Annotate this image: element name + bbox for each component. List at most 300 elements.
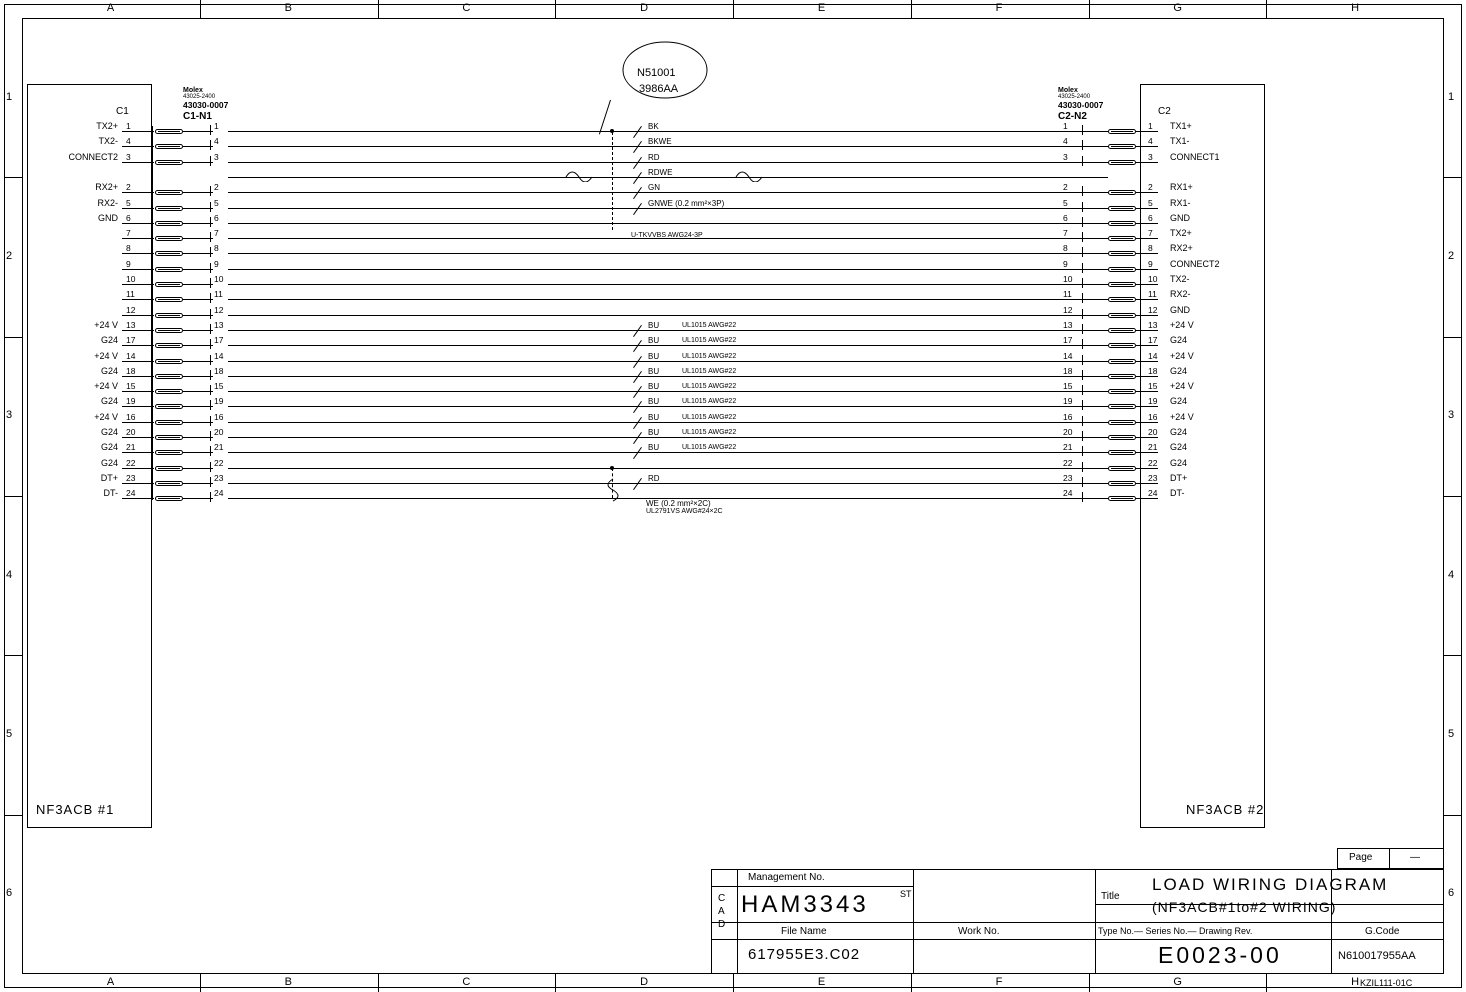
- left-pin-tick: [210, 400, 211, 410]
- right-signal-label: +24 V: [1170, 320, 1194, 330]
- left-wire-pin-number: 1: [214, 121, 219, 131]
- right-pin-tick: [1082, 278, 1083, 288]
- right-pin-number: 6: [1148, 213, 1153, 223]
- right-crimp-terminal: [1108, 343, 1136, 348]
- left-pin-number: 22: [126, 458, 136, 468]
- left-crimp-lead: [183, 452, 213, 453]
- left-pin-tick: [210, 309, 211, 319]
- left-crimp-lead: [183, 238, 213, 239]
- right-signal-label: RX1-: [1170, 198, 1191, 208]
- cad-label-c: C: [718, 893, 726, 904]
- left-pin-number: 21: [126, 442, 136, 452]
- left-crimp-lead: [183, 406, 213, 407]
- right-crimp-terminal: [1108, 282, 1136, 287]
- wire-line: [228, 177, 1108, 178]
- zone-label-col-E: E: [817, 976, 826, 988]
- right-crimp-terminal: [1108, 496, 1136, 501]
- left-crimp-lead: [183, 330, 213, 331]
- right-pin-number: 15: [1148, 381, 1158, 391]
- zone-tick: [733, 0, 734, 18]
- left-crimp-terminal: [155, 466, 183, 471]
- right-signal-label: DT+: [1170, 473, 1188, 483]
- right-pin-number: 24: [1148, 488, 1158, 498]
- left-wire-pin-number: 7: [214, 228, 219, 238]
- left-wire-pin-number: 18: [214, 366, 224, 376]
- wire-color-label: BU: [648, 321, 660, 330]
- left-signal-label: DT+: [100, 473, 118, 483]
- left-wire-pin-number: 13: [214, 320, 224, 330]
- zone-label-row-4: 4: [1448, 568, 1455, 581]
- right-molex-part1: 43025-2400: [1058, 94, 1091, 100]
- zone-tick: [555, 0, 556, 18]
- lan-cable-note: U-TKVVBS AWG24-3P: [631, 232, 703, 239]
- right-crimp-terminal: [1108, 267, 1136, 272]
- left-pin-tick: [210, 355, 211, 365]
- left-signal-label: DT-: [103, 488, 118, 498]
- wire-line: [228, 345, 1108, 346]
- zone-label-col-D: D: [640, 2, 649, 14]
- right-crimp-terminal: [1108, 435, 1136, 440]
- junction-dot-1: [610, 129, 614, 133]
- left-pin-number: 15: [126, 381, 136, 391]
- left-wire-pin-number: 9: [214, 259, 219, 269]
- right-device-label: NF3ACB #2: [1186, 802, 1265, 817]
- right-pin-lead: [1136, 131, 1158, 132]
- management-no-label: Management No.: [748, 872, 825, 883]
- right-pin-lead: [1136, 391, 1158, 392]
- left-pin-tick: [210, 446, 211, 456]
- right-pin-lead: [1136, 406, 1158, 407]
- zone-tick: [200, 974, 201, 992]
- right-crimp-terminal: [1108, 144, 1136, 149]
- left-crimp-terminal: [155, 343, 183, 348]
- tb-h3: [711, 939, 1444, 940]
- left-wire-pin-number: 17: [214, 335, 224, 345]
- right-connector-rail: [1140, 126, 1141, 500]
- right-signal-label: +24 V: [1170, 412, 1194, 422]
- wire-spec-label: UL1015 AWG#22: [682, 322, 737, 329]
- right-pin-tick: [1082, 186, 1083, 196]
- zone-tick: [911, 974, 912, 992]
- left-wire-pin-number: 3: [214, 152, 219, 162]
- wire-color-label: BKWE: [648, 137, 672, 146]
- right-signal-label: +24 V: [1170, 351, 1194, 361]
- right-wire-pin-number: 15: [1063, 381, 1073, 391]
- right-wire-pin-number: 24: [1063, 488, 1073, 498]
- right-pin-tick: [1082, 125, 1083, 135]
- left-crimp-terminal: [155, 481, 183, 486]
- right-pin-lead: [1136, 284, 1158, 285]
- right-pin-number: 18: [1148, 366, 1158, 376]
- left-device-block: [27, 84, 152, 828]
- zone-tick: [555, 974, 556, 992]
- zone-tick: [1444, 177, 1462, 178]
- left-signal-label: G24: [100, 427, 118, 437]
- zone-label-col-G: G: [1173, 2, 1182, 14]
- zone-label-row-5: 5: [1448, 728, 1455, 740]
- left-molex-part2: 43030-0007: [183, 100, 229, 110]
- right-pin-tick: [1082, 140, 1083, 150]
- right-pin-number: 16: [1148, 412, 1158, 422]
- right-pin-number: 10: [1148, 274, 1158, 284]
- zone-tick: [1444, 815, 1462, 816]
- left-wire-pin-number: 8: [214, 243, 219, 253]
- zone-label-row-6: 6: [6, 887, 13, 900]
- left-pin-number: 8: [126, 243, 131, 253]
- right-pin-lead: [1136, 146, 1158, 147]
- left-pin-lead: [122, 223, 154, 224]
- left-pin-number: 12: [126, 305, 136, 315]
- zone-tick: [1444, 655, 1462, 656]
- right-pin-tick: [1082, 247, 1083, 257]
- right-pin-lead: [1136, 498, 1158, 499]
- right-wire-pin-number: 23: [1063, 473, 1073, 483]
- wire-line: [228, 146, 1108, 147]
- left-crimp-terminal: [155, 267, 183, 272]
- wire-line: [228, 162, 1108, 163]
- left-signal-label: +24 V: [94, 320, 118, 330]
- lan-cable-bundle-left: [612, 132, 613, 230]
- left-crimp-lead: [183, 483, 213, 484]
- zone-tick: [378, 0, 379, 18]
- work-no-label: Work No.: [958, 926, 1000, 937]
- left-signal-label: CONNECT2: [68, 152, 118, 162]
- right-pin-lead: [1136, 299, 1158, 300]
- right-wire-pin-number: 3: [1063, 152, 1068, 162]
- wire-color-label: RD: [648, 474, 660, 483]
- zone-label-col-A: A: [106, 976, 115, 988]
- left-wire-pin-number: 15: [214, 381, 224, 391]
- wire-line: [228, 468, 1108, 469]
- left-pin-lead: [122, 468, 154, 469]
- left-molex-part1: 43025-2400: [183, 94, 216, 100]
- left-pin-number: 20: [126, 427, 136, 437]
- left-pin-lead: [122, 452, 154, 453]
- left-crimp-terminal: [155, 420, 183, 425]
- right-wire-pin-number: 21: [1063, 442, 1073, 452]
- right-pin-tick: [1082, 263, 1083, 273]
- cad-label-a: A: [718, 906, 725, 917]
- wire-spec-label: UL1015 AWG#22: [682, 368, 737, 375]
- right-pin-number: 20: [1148, 427, 1158, 437]
- right-pin-tick: [1082, 324, 1083, 334]
- left-pin-lead: [122, 192, 154, 193]
- left-crimp-terminal: [155, 297, 183, 302]
- right-wire-pin-number: 14: [1063, 351, 1073, 361]
- right-pin-lead: [1136, 452, 1158, 453]
- right-signal-label: RX1+: [1170, 182, 1193, 192]
- right-pin-tick: [1082, 156, 1083, 166]
- zone-tick: [911, 0, 912, 18]
- left-pin-number: 2: [126, 182, 131, 192]
- wire-spec-label: UL1015 AWG#22: [682, 444, 737, 451]
- left-pin-lead: [122, 208, 154, 209]
- balloon-line2: 3986AA: [639, 83, 679, 95]
- zone-tick: [1266, 0, 1267, 18]
- wire-color-label: BU: [648, 367, 660, 376]
- wire-line: [228, 284, 1108, 285]
- left-wire-pin-number: 24: [214, 488, 224, 498]
- wire-spec-label: UL1015 AWG#22: [682, 383, 737, 390]
- right-crimp-terminal: [1108, 466, 1136, 471]
- left-wire-pin-number: 6: [214, 213, 219, 223]
- right-crimp-terminal: [1108, 481, 1136, 486]
- right-pin-number: 14: [1148, 351, 1158, 361]
- zone-label-col-F: F: [995, 2, 1003, 14]
- left-crimp-lead: [183, 269, 213, 270]
- zone-tick: [4, 655, 22, 656]
- right-pin-number: 22: [1148, 458, 1158, 468]
- left-crimp-lead: [183, 437, 213, 438]
- left-pin-lead: [122, 483, 154, 484]
- left-pin-number: 19: [126, 396, 136, 406]
- left-pin-tick: [210, 492, 211, 502]
- left-crimp-terminal: [155, 313, 183, 318]
- right-wire-pin-number: 13: [1063, 320, 1073, 330]
- left-pin-lead: [122, 376, 154, 377]
- right-signal-label: TX2+: [1170, 228, 1192, 238]
- wire-color-label: BU: [648, 428, 660, 437]
- left-pin-lead: [122, 391, 154, 392]
- left-crimp-terminal: [155, 129, 183, 134]
- right-signal-label: DT-: [1170, 488, 1185, 498]
- left-crimp-terminal: [155, 450, 183, 455]
- left-crimp-terminal: [155, 404, 183, 409]
- zone-label-col-H: H: [1351, 2, 1360, 14]
- left-crimp-terminal: [155, 206, 183, 211]
- wire-color-label: RD: [648, 153, 660, 162]
- left-connector-name: C1-N1: [183, 111, 212, 122]
- wire-line: [228, 406, 1108, 407]
- left-crimp-terminal: [155, 144, 183, 149]
- left-signal-label: RX2-: [97, 198, 118, 208]
- wire-line: [228, 299, 1108, 300]
- left-pin-tick: [210, 324, 211, 334]
- left-pin-tick: [210, 293, 211, 303]
- right-crimp-terminal: [1108, 297, 1136, 302]
- left-pin-number: 4: [126, 136, 131, 146]
- wire-color-label: BU: [648, 336, 660, 345]
- right-pin-number: 21: [1148, 442, 1158, 452]
- left-crimp-lead: [183, 131, 213, 132]
- right-pin-number: 2: [1148, 182, 1153, 192]
- management-no-value: HAM3343: [741, 891, 869, 918]
- left-crimp-terminal: [155, 389, 183, 394]
- right-signal-label: G24: [1170, 335, 1188, 345]
- right-pin-lead: [1136, 162, 1158, 163]
- right-wire-pin-number: 22: [1063, 458, 1073, 468]
- right-pin-lead: [1136, 253, 1158, 254]
- twist-symbol-right: [735, 168, 765, 182]
- left-molex-brand: Molex: [183, 87, 203, 94]
- right-pin-lead: [1136, 468, 1158, 469]
- wire-color-label: BU: [648, 443, 660, 452]
- right-signal-label: G24: [1170, 366, 1188, 376]
- right-signal-label: G24: [1170, 396, 1188, 406]
- right-signal-label: GND: [1170, 213, 1190, 223]
- left-crimp-lead: [183, 253, 213, 254]
- left-crimp-lead: [183, 361, 213, 362]
- right-crimp-terminal: [1108, 389, 1136, 394]
- left-crimp-lead: [183, 376, 213, 377]
- left-crimp-terminal: [155, 251, 183, 256]
- zone-tick: [378, 974, 379, 992]
- right-signal-label: TX1+: [1170, 121, 1192, 131]
- left-pin-lead: [122, 345, 154, 346]
- right-pin-number: 12: [1148, 305, 1158, 315]
- left-signal-label: GND: [98, 213, 118, 223]
- wire-line: [228, 192, 1108, 193]
- left-wire-pin-number: 5: [214, 198, 219, 208]
- page-box-divider: [1389, 848, 1390, 869]
- left-pin-number: 7: [126, 228, 131, 238]
- right-signal-label: RX2-: [1170, 289, 1191, 299]
- wire-line: [228, 452, 1108, 453]
- wire-color-label: BK: [648, 122, 659, 131]
- zone-tick: [1444, 496, 1462, 497]
- left-crimp-terminal: [155, 221, 183, 226]
- right-wire-pin-number: 6: [1063, 213, 1068, 223]
- left-pin-number: 18: [126, 366, 136, 376]
- right-pin-lead: [1136, 208, 1158, 209]
- wire-spec-label: UL1015 AWG#22: [682, 429, 737, 436]
- left-crimp-terminal: [155, 496, 183, 501]
- wire-spec-label: UL1015 AWG#22: [682, 353, 737, 360]
- right-pin-lead: [1136, 376, 1158, 377]
- left-pin-tick: [210, 462, 211, 472]
- left-pin-tick: [210, 156, 211, 166]
- left-wire-pin-number: 23: [214, 473, 224, 483]
- left-pin-tick: [210, 247, 211, 257]
- right-crimp-terminal: [1108, 374, 1136, 379]
- right-crimp-terminal: [1108, 328, 1136, 333]
- wire-color-label: RDWE: [648, 168, 673, 177]
- left-crimp-lead: [183, 422, 213, 423]
- zone-label-col-C: C: [462, 2, 471, 14]
- wire-color-label: BU: [648, 382, 660, 391]
- left-crimp-lead: [183, 223, 213, 224]
- left-crimp-lead: [183, 162, 213, 163]
- left-device-label: NF3ACB #1: [36, 802, 115, 817]
- left-pin-lead: [122, 269, 154, 270]
- right-wire-pin-number: 5: [1063, 198, 1068, 208]
- right-pin-number: 13: [1148, 320, 1158, 330]
- left-pin-tick: [210, 370, 211, 380]
- left-crimp-terminal: [155, 328, 183, 333]
- right-pin-lead: [1136, 361, 1158, 362]
- left-pin-tick: [210, 140, 211, 150]
- left-pin-number: 23: [126, 473, 136, 483]
- left-crimp-lead: [183, 299, 213, 300]
- left-pin-lead: [122, 406, 154, 407]
- left-signal-label: +24 V: [94, 412, 118, 422]
- dt-cable-spec: UL2791VS AWG#24×2C: [646, 508, 723, 515]
- page-label: Page: [1349, 852, 1373, 863]
- left-wire-pin-number: 11: [214, 289, 223, 299]
- zone-label-row-1: 1: [6, 90, 13, 103]
- left-pin-number: 10: [126, 274, 136, 284]
- left-crimp-lead: [183, 315, 213, 316]
- right-molex-part2: 43030-0007: [1058, 100, 1104, 110]
- right-pin-number: 19: [1148, 396, 1158, 406]
- left-crimp-lead: [183, 468, 213, 469]
- right-crimp-terminal: [1108, 221, 1136, 226]
- wire-color-label: BU: [648, 397, 660, 406]
- right-pin-lead: [1136, 483, 1158, 484]
- zone-label-col-G: G: [1173, 976, 1182, 988]
- left-pin-number: 11: [126, 289, 135, 299]
- left-wire-pin-number: 22: [214, 458, 224, 468]
- zone-label-row-1: 1: [1448, 90, 1455, 103]
- left-signal-label: RX2+: [95, 182, 118, 192]
- left-crimp-lead: [183, 284, 213, 285]
- sheet-bottom-code: KZIL111-01C: [1360, 978, 1413, 988]
- left-pin-lead: [122, 498, 154, 499]
- right-crimp-terminal: [1108, 160, 1136, 165]
- right-pin-tick: [1082, 217, 1083, 227]
- left-pin-number: 5: [126, 198, 131, 208]
- right-pin-lead: [1136, 345, 1158, 346]
- cad-label-d: D: [718, 919, 726, 930]
- right-signal-label: G24: [1170, 458, 1188, 468]
- left-signal-label: +24 V: [94, 381, 118, 391]
- right-wire-pin-number: 20: [1063, 427, 1073, 437]
- left-crimp-lead: [183, 345, 213, 346]
- zone-label-col-F: F: [995, 976, 1003, 988]
- zone-label-col-B: B: [284, 976, 292, 988]
- right-pin-number: 7: [1148, 228, 1153, 238]
- left-wire-pin-number: 21: [214, 442, 224, 452]
- zone-label-col-D: D: [640, 976, 649, 988]
- right-crimp-terminal: [1108, 129, 1136, 134]
- wire-line: [228, 131, 1108, 132]
- right-device-block: [1140, 84, 1265, 828]
- left-signal-label: TX2-: [98, 136, 118, 146]
- left-pin-number: 24: [126, 488, 136, 498]
- zone-label-col-E: E: [817, 2, 826, 14]
- wire-color-label: BU: [648, 352, 660, 361]
- right-signal-label: CONNECT2: [1170, 259, 1220, 269]
- zone-label-row-6: 6: [1448, 887, 1455, 900]
- right-crimp-terminal: [1108, 206, 1136, 211]
- right-pin-lead: [1136, 422, 1158, 423]
- zone-tick: [1444, 337, 1462, 338]
- balloon-line1: N51001: [637, 67, 676, 79]
- right-pin-tick: [1082, 355, 1083, 365]
- right-connector-tag: C2: [1158, 106, 1171, 117]
- right-pin-lead: [1136, 269, 1158, 270]
- left-crimp-terminal: [155, 236, 183, 241]
- left-signal-label: G24: [100, 458, 118, 468]
- left-pin-lead: [122, 131, 154, 132]
- type-value: E0023-00: [1158, 942, 1282, 968]
- right-pin-number: 11: [1148, 289, 1157, 299]
- right-crimp-terminal: [1108, 251, 1136, 256]
- left-signal-label: G24: [100, 366, 118, 376]
- right-pin-tick: [1082, 339, 1083, 349]
- right-pin-tick: [1082, 400, 1083, 410]
- right-pin-lead: [1136, 192, 1158, 193]
- right-wire-pin-number: 18: [1063, 366, 1073, 376]
- left-pin-lead: [122, 361, 154, 362]
- zone-label-row-2: 2: [1448, 250, 1455, 262]
- right-pin-tick: [1082, 416, 1083, 426]
- right-signal-label: G24: [1170, 442, 1188, 452]
- right-wire-pin-number: 7: [1063, 228, 1068, 238]
- right-wire-pin-number: 9: [1063, 259, 1068, 269]
- left-crimp-terminal: [155, 190, 183, 195]
- left-wire-pin-number: 2: [214, 182, 219, 192]
